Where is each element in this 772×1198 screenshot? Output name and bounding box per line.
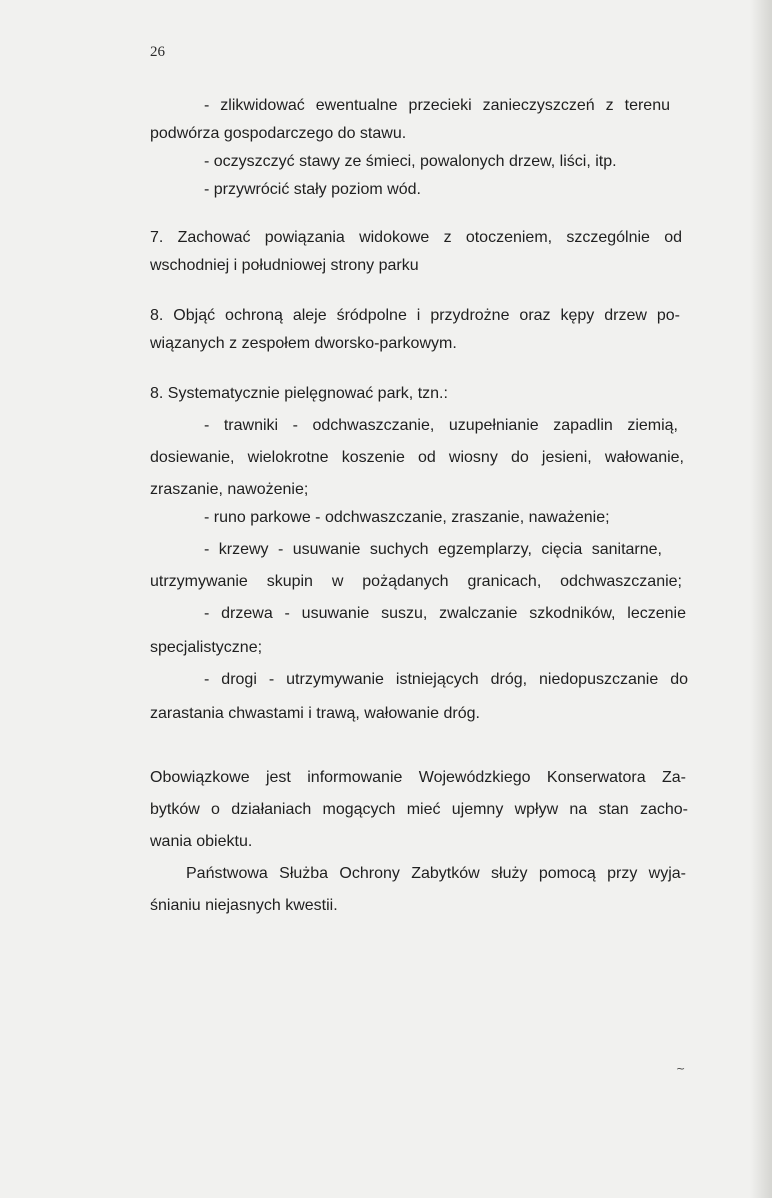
- text-line: - oczyszczyć stawy ze śmieci, powalonych drzew, liści, itp.: [204, 153, 617, 170]
- text-line: wschodniej i południowej strony parku: [150, 257, 419, 274]
- corner-mark: ~: [676, 1062, 686, 1075]
- text-line: zraszanie, nawożenie;: [150, 481, 309, 498]
- text-line: Obowiązkowe jest informowanie Wojewódzkiego Konserwatora Za-: [150, 769, 686, 786]
- text-line: 8. Systematycznie pielęgnować park, tzn.:: [150, 385, 448, 402]
- text-line: 7. Zachować powiązania widokowe z otoczeniem, szczególnie od: [150, 229, 682, 246]
- page-edge-shadow: [750, 0, 772, 1198]
- text-line: dosiewanie, wielokrotne koszenie od wiosny do jesieni, wałowanie,: [150, 449, 684, 466]
- text-line: Państwowa Służba Ochrony Zabytków służy pomocą przy wyja-: [186, 865, 686, 882]
- text-line: - zlikwidować ewentualne przecieki zanieczyszczeń z terenu: [204, 97, 670, 114]
- text-line: - przywrócić stały poziom wód.: [204, 181, 421, 198]
- text-line: - runo parkowe - odchwaszczanie, zraszanie, naważenie;: [204, 509, 610, 526]
- text-line: wiązanych z zespołem dworsko-parkowym.: [150, 335, 457, 352]
- text-line: specjalistyczne;: [150, 639, 263, 656]
- text-line: zarastania chwastami i trawą, wałowanie dróg.: [150, 705, 480, 722]
- text-line: utrzymywanie skupin w pożądanych granicach, odchwaszczanie;: [150, 573, 682, 590]
- text-line: - drzewa - usuwanie suszu, zwalczanie szkodników, leczenie: [204, 605, 686, 622]
- text-line: śnianiu niejasnych kwestii.: [150, 897, 338, 914]
- text-line: 8. Objąć ochroną aleje śródpolne i przydrożne oraz kępy drzew po-: [150, 307, 680, 324]
- page-number: 26: [150, 44, 165, 60]
- text-line: wania obiektu.: [150, 833, 253, 850]
- text-line: - trawniki - odchwaszczanie, uzupełnianie zapadlin ziemią,: [204, 417, 678, 434]
- text-line: - drogi - utrzymywanie istniejących dróg, niedopuszczanie do: [204, 671, 688, 688]
- text-line: - krzewy - usuwanie suchych egzemplarzy, cięcia sanitarne,: [204, 541, 662, 558]
- text-line: bytków o działaniach mogących mieć ujemny wpływ na stan zacho-: [150, 801, 688, 818]
- text-line: podwórza gospodarczego do stawu.: [150, 125, 407, 142]
